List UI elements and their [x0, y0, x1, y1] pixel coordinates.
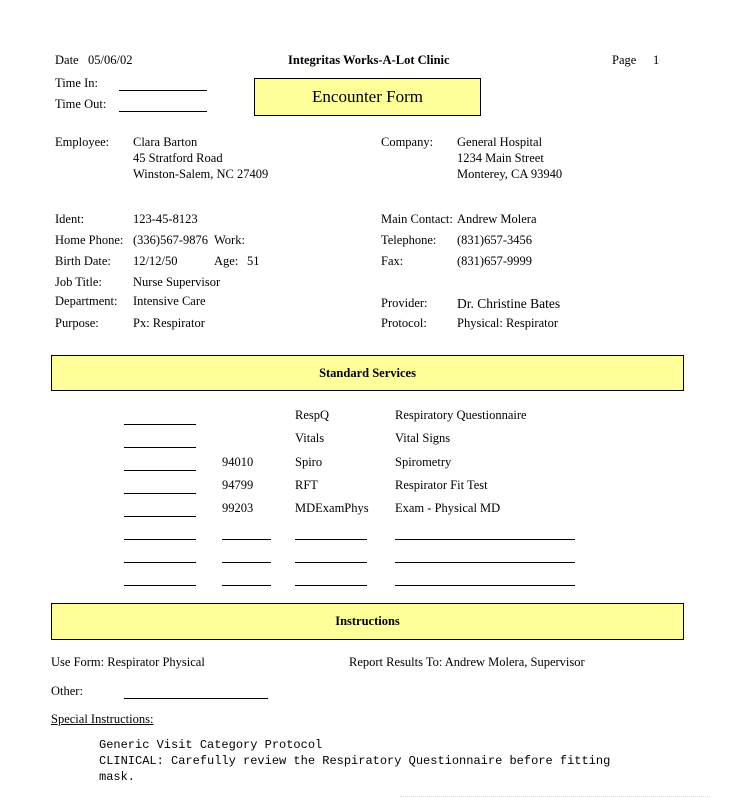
ident-value: 123-45-8123 — [133, 212, 198, 226]
department-label: Department: — [55, 294, 118, 308]
other-label: Other: — [51, 684, 83, 698]
fax-label: Fax: — [381, 254, 404, 268]
age-label: Age: — [214, 254, 239, 268]
date-label: Date — [55, 53, 79, 67]
fax-value: (831)657-9999 — [457, 254, 532, 268]
special-instructions-line: mask. — [99, 770, 136, 784]
blank-service-abbr-line[interactable] — [295, 585, 367, 586]
date-value: 05/06/02 — [88, 53, 133, 67]
blank-service-check-line[interactable] — [124, 562, 196, 563]
service-abbr: MDExamPhys — [295, 501, 369, 515]
blank-service-check-line[interactable] — [124, 539, 196, 540]
use-form-text: Use Form: Respirator Physical — [51, 655, 205, 669]
service-abbr: RFT — [295, 478, 318, 492]
service-code: 94799 — [222, 478, 254, 492]
time-in-label: Time In: — [55, 76, 98, 90]
service-check-line[interactable] — [124, 493, 196, 494]
job-title-label: Job Title: — [55, 275, 102, 289]
birth-date-label: Birth Date: — [55, 254, 111, 268]
telephone-value: (831)657-3456 — [457, 233, 532, 247]
provider-label: Provider: — [381, 296, 428, 310]
blank-service-code-line[interactable] — [222, 562, 271, 563]
blank-service-abbr-line[interactable] — [295, 562, 367, 563]
company-address-line2: Monterey, CA 93940 — [457, 167, 563, 181]
age-value: 51 — [247, 254, 260, 268]
blank-service-description-line[interactable] — [395, 562, 575, 563]
home-phone-label: Home Phone: — [55, 233, 124, 247]
service-abbr: Vitals — [295, 431, 325, 445]
work-phone-label: Work: — [214, 233, 245, 247]
home-phone-value: (336)567-9876 — [133, 233, 208, 247]
service-description: Vital Signs — [395, 431, 451, 445]
service-code: 99203 — [222, 501, 254, 515]
time-out-field[interactable] — [119, 111, 207, 112]
department-value: Intensive Care — [133, 294, 206, 308]
purpose-value: Px: Respirator — [133, 316, 205, 330]
blank-service-description-line[interactable] — [395, 585, 575, 586]
instructions-header — [51, 603, 684, 640]
time-in-field[interactable] — [119, 90, 207, 91]
service-check-line[interactable] — [124, 516, 196, 517]
birth-date-value: 12/12/50 — [133, 254, 178, 268]
encounter-form-title-box — [254, 78, 481, 116]
service-abbr: Spiro — [295, 455, 323, 469]
purpose-label: Purpose: — [55, 316, 99, 330]
protocol-label: Protocol: — [381, 316, 427, 330]
form-title: Encounter Form — [312, 87, 423, 106]
service-check-line[interactable] — [124, 424, 196, 425]
main-contact-value: Andrew Molera — [457, 212, 537, 226]
service-check-line[interactable] — [124, 470, 196, 471]
service-description: Spirometry — [395, 455, 452, 469]
special-instructions-label: Special Instructions: — [51, 712, 154, 726]
report-results-text: Report Results To: Andrew Molera, Supervisor — [349, 655, 585, 669]
service-abbr: RespQ — [295, 408, 330, 422]
special-instructions-line: CLINICAL: Carefully review the Respiratory Questionnaire before fitting — [99, 754, 611, 768]
clinic-name: Integritas Works-A-Lot Clinic — [288, 53, 450, 67]
main-contact-label: Main Contact: — [381, 212, 453, 226]
employee-address-line2: Winston-Salem, NC 27409 — [133, 167, 269, 181]
company-name: General Hospital — [457, 135, 543, 149]
service-description: Exam - Physical MD — [395, 501, 501, 515]
service-description: Respirator Fit Test — [395, 478, 488, 492]
blank-service-abbr-line[interactable] — [295, 539, 367, 540]
employee-label: Employee: — [55, 135, 110, 149]
protocol-value: Physical: Respirator — [457, 316, 559, 330]
page-number: 1 — [653, 53, 660, 67]
telephone-label: Telephone: — [381, 233, 437, 247]
blank-service-description-line[interactable] — [395, 539, 575, 540]
job-title-value: Nurse Supervisor — [133, 275, 221, 289]
blank-service-code-line[interactable] — [222, 585, 271, 586]
blank-service-code-line[interactable] — [222, 539, 271, 540]
page-label: Page — [612, 53, 637, 67]
standard-services-header — [51, 355, 684, 391]
service-code: 94010 — [222, 455, 254, 469]
page-bottom-divider — [400, 796, 710, 797]
blank-service-check-line[interactable] — [124, 585, 196, 586]
service-description: Respiratory Questionnaire — [395, 408, 527, 422]
instructions-title: Instructions — [335, 614, 400, 628]
service-check-line[interactable] — [124, 447, 196, 448]
ident-label: Ident: — [55, 212, 85, 226]
time-out-label: Time Out: — [55, 97, 107, 111]
standard-services-title: Standard Services — [319, 365, 416, 380]
employee-name: Clara Barton — [133, 135, 198, 149]
provider-value: Dr. Christine Bates — [457, 296, 561, 311]
employee-address-line1: 45 Stratford Road — [133, 151, 223, 165]
special-instructions-line: Generic Visit Category Protocol — [99, 738, 323, 752]
company-address-line1: 1234 Main Street — [457, 151, 544, 165]
other-field[interactable] — [124, 698, 268, 699]
company-label: Company: — [381, 135, 434, 149]
